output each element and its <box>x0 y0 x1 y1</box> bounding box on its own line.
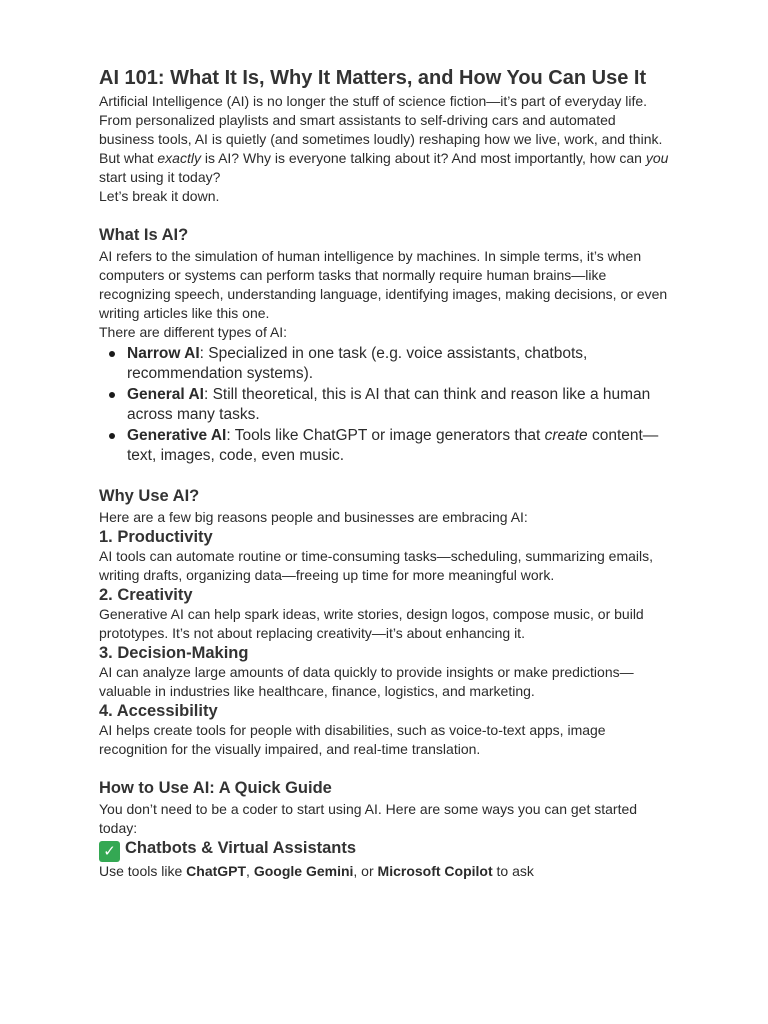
intro-paragraph-2: But what exactly is AI? Why is everyone talking about it? And most importantly, how can you start using it today? <box>99 150 669 185</box>
why-use-intro: Here are a few big reasons people and businesses are embracing AI: <box>99 509 528 525</box>
bullet-icon <box>109 433 115 439</box>
intro-paragraph-3: Let’s break it down. <box>99 188 220 204</box>
list-item-general-ai: General AI: Still theoretical, this is AI that can think and reason like a human across many tasks. <box>99 385 669 425</box>
reason-text-creativity: Generative AI can help spark ideas, write stories, design logos, compose music, or build prototypes. It’s not about replacing creativity—it’s about enhancing it. <box>99 606 644 641</box>
page-title: AI 101: What It Is, Why It Matters, and How You Can Use It <box>99 67 647 89</box>
section-heading-what-is-ai: What Is AI? <box>99 226 189 244</box>
chatbots-paragraph: Use tools like ChatGPT, Google Gemini, or Microsoft Copilot to ask <box>99 863 534 879</box>
reason-heading-decision-making: 3. Decision-Making <box>99 644 249 662</box>
check-mark-icon: ✓ <box>99 841 120 862</box>
intro-paragraph-1: Artificial Intelligence (AI) is no longer the stuff of science fiction—it’s part of everyday life. From personalized playlists and smart assistants to self-driving cars and automated business tools, AI is quietly (and sometimes loudly) reshaping how we live, work, and think. <box>99 93 663 147</box>
bullet-icon <box>109 392 115 398</box>
list-item-generative-ai: Generative AI: Tools like ChatGPT or image generators that create content—text, images, code, even music. <box>99 426 669 466</box>
what-is-paragraph-2: There are different types of AI: <box>99 324 288 340</box>
list-item-narrow-ai: Narrow AI: Specialized in one task (e.g. voice assistants, chatbots, recommendation systems). <box>99 344 669 384</box>
subheading-chatbots: ✓ Chatbots & Virtual Assistants <box>99 838 669 862</box>
reason-heading-productivity: 1. Productivity <box>99 528 213 546</box>
ai-types-list <box>99 344 669 466</box>
what-is-paragraph-1: AI refers to the simulation of human intelligence by machines. In simple terms, it’s when computers or systems can perform tasks that normally require human brains—like recognizing speech, understanding language, identifying images, making decisions, or even writing articles like this one. <box>99 248 668 321</box>
section-heading-why-use-ai: Why Use AI? <box>99 487 200 505</box>
reason-heading-creativity: 2. Creativity <box>99 586 193 604</box>
bullet-icon <box>109 351 115 357</box>
reason-text-productivity: AI tools can automate routine or time-consuming tasks—scheduling, summarizing emails, writing drafts, organizing data—freeing up time for more meaningful work. <box>99 548 654 583</box>
how-to-intro: You don’t need to be a coder to start using AI. Here are some ways you can get started today: <box>99 801 638 836</box>
reason-text-decision-making: AI can analyze large amounts of data quickly to provide insights or make predictions—valuable in industries like healthcare, finance, logistics, and marketing. <box>99 664 634 699</box>
section-heading-how-to-use-ai: How to Use AI: A Quick Guide <box>99 779 332 797</box>
reason-text-accessibility: AI helps create tools for people with disabilities, such as voice-to-text apps, image recognition for the visually impaired, and real-time translation. <box>99 722 606 757</box>
reason-heading-accessibility: 4. Accessibility <box>99 702 218 720</box>
